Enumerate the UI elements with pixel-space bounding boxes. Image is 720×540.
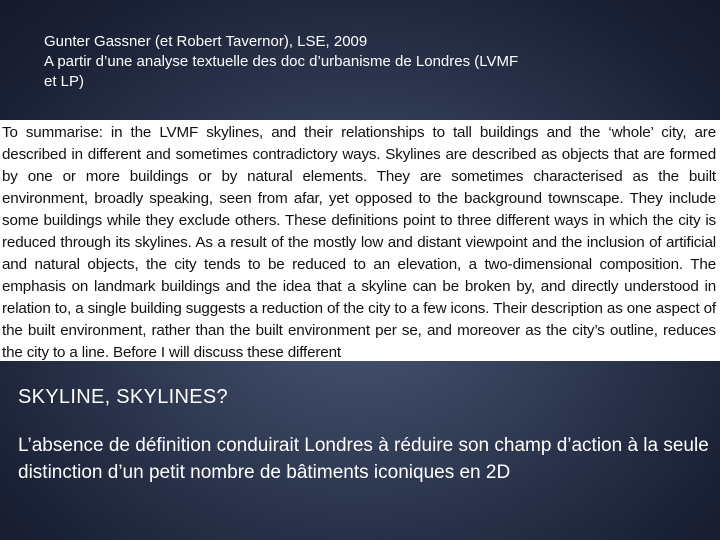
header-line-author: Gunter Gassner (et Robert Tavernor), LSE, 2009 — [44, 33, 368, 50]
quote-excerpt-text: To summarise: in the LVMF skylines, and their relationships to tall buildings and the ‘whole’ city, are described in different and sometimes contradictory ways. Skylines are described as objects that are formed by one or more buildings or by natural elements. They are sometimes characterised as the built environment, broadly speaking, seen from afar, yet opposed to the background townscape. They include some buildings while they exclude others. These definitions point to three different ways in which the city is reduced through its skylines. As a result of the mostly low and distant viewpoint and the inclusion of artificial and natural objects, the city tends to be reduced to an elevation, a two-dimensional composition. The emphasis on landmark buildings and the idea that a skyline can be broken by, and directly understood in relation to, a single building suggests a reduction of the city to a few icons. Their description as one aspect of the built environment, rather than the built environment per se, and moreover as the city’s outline, reduces the city to a line. Before I will discuss these different — [2, 124, 716, 361]
section-body-text: L’absence de définition conduirait Londres à réduire son champ d’action à la seule distinction d’un petit nombre de bâtiments iconiques en 2D — [18, 435, 709, 483]
quote-excerpt-box — [0, 120, 720, 361]
section-title: SKYLINE, SKYLINES? — [18, 386, 228, 408]
header-line-source: A partir d’une analyse textuelle des doc d’urbanisme de Londres (LVMF — [44, 53, 519, 70]
header-line-source-cont: et LP) — [44, 73, 85, 90]
slide-header — [44, 32, 684, 92]
